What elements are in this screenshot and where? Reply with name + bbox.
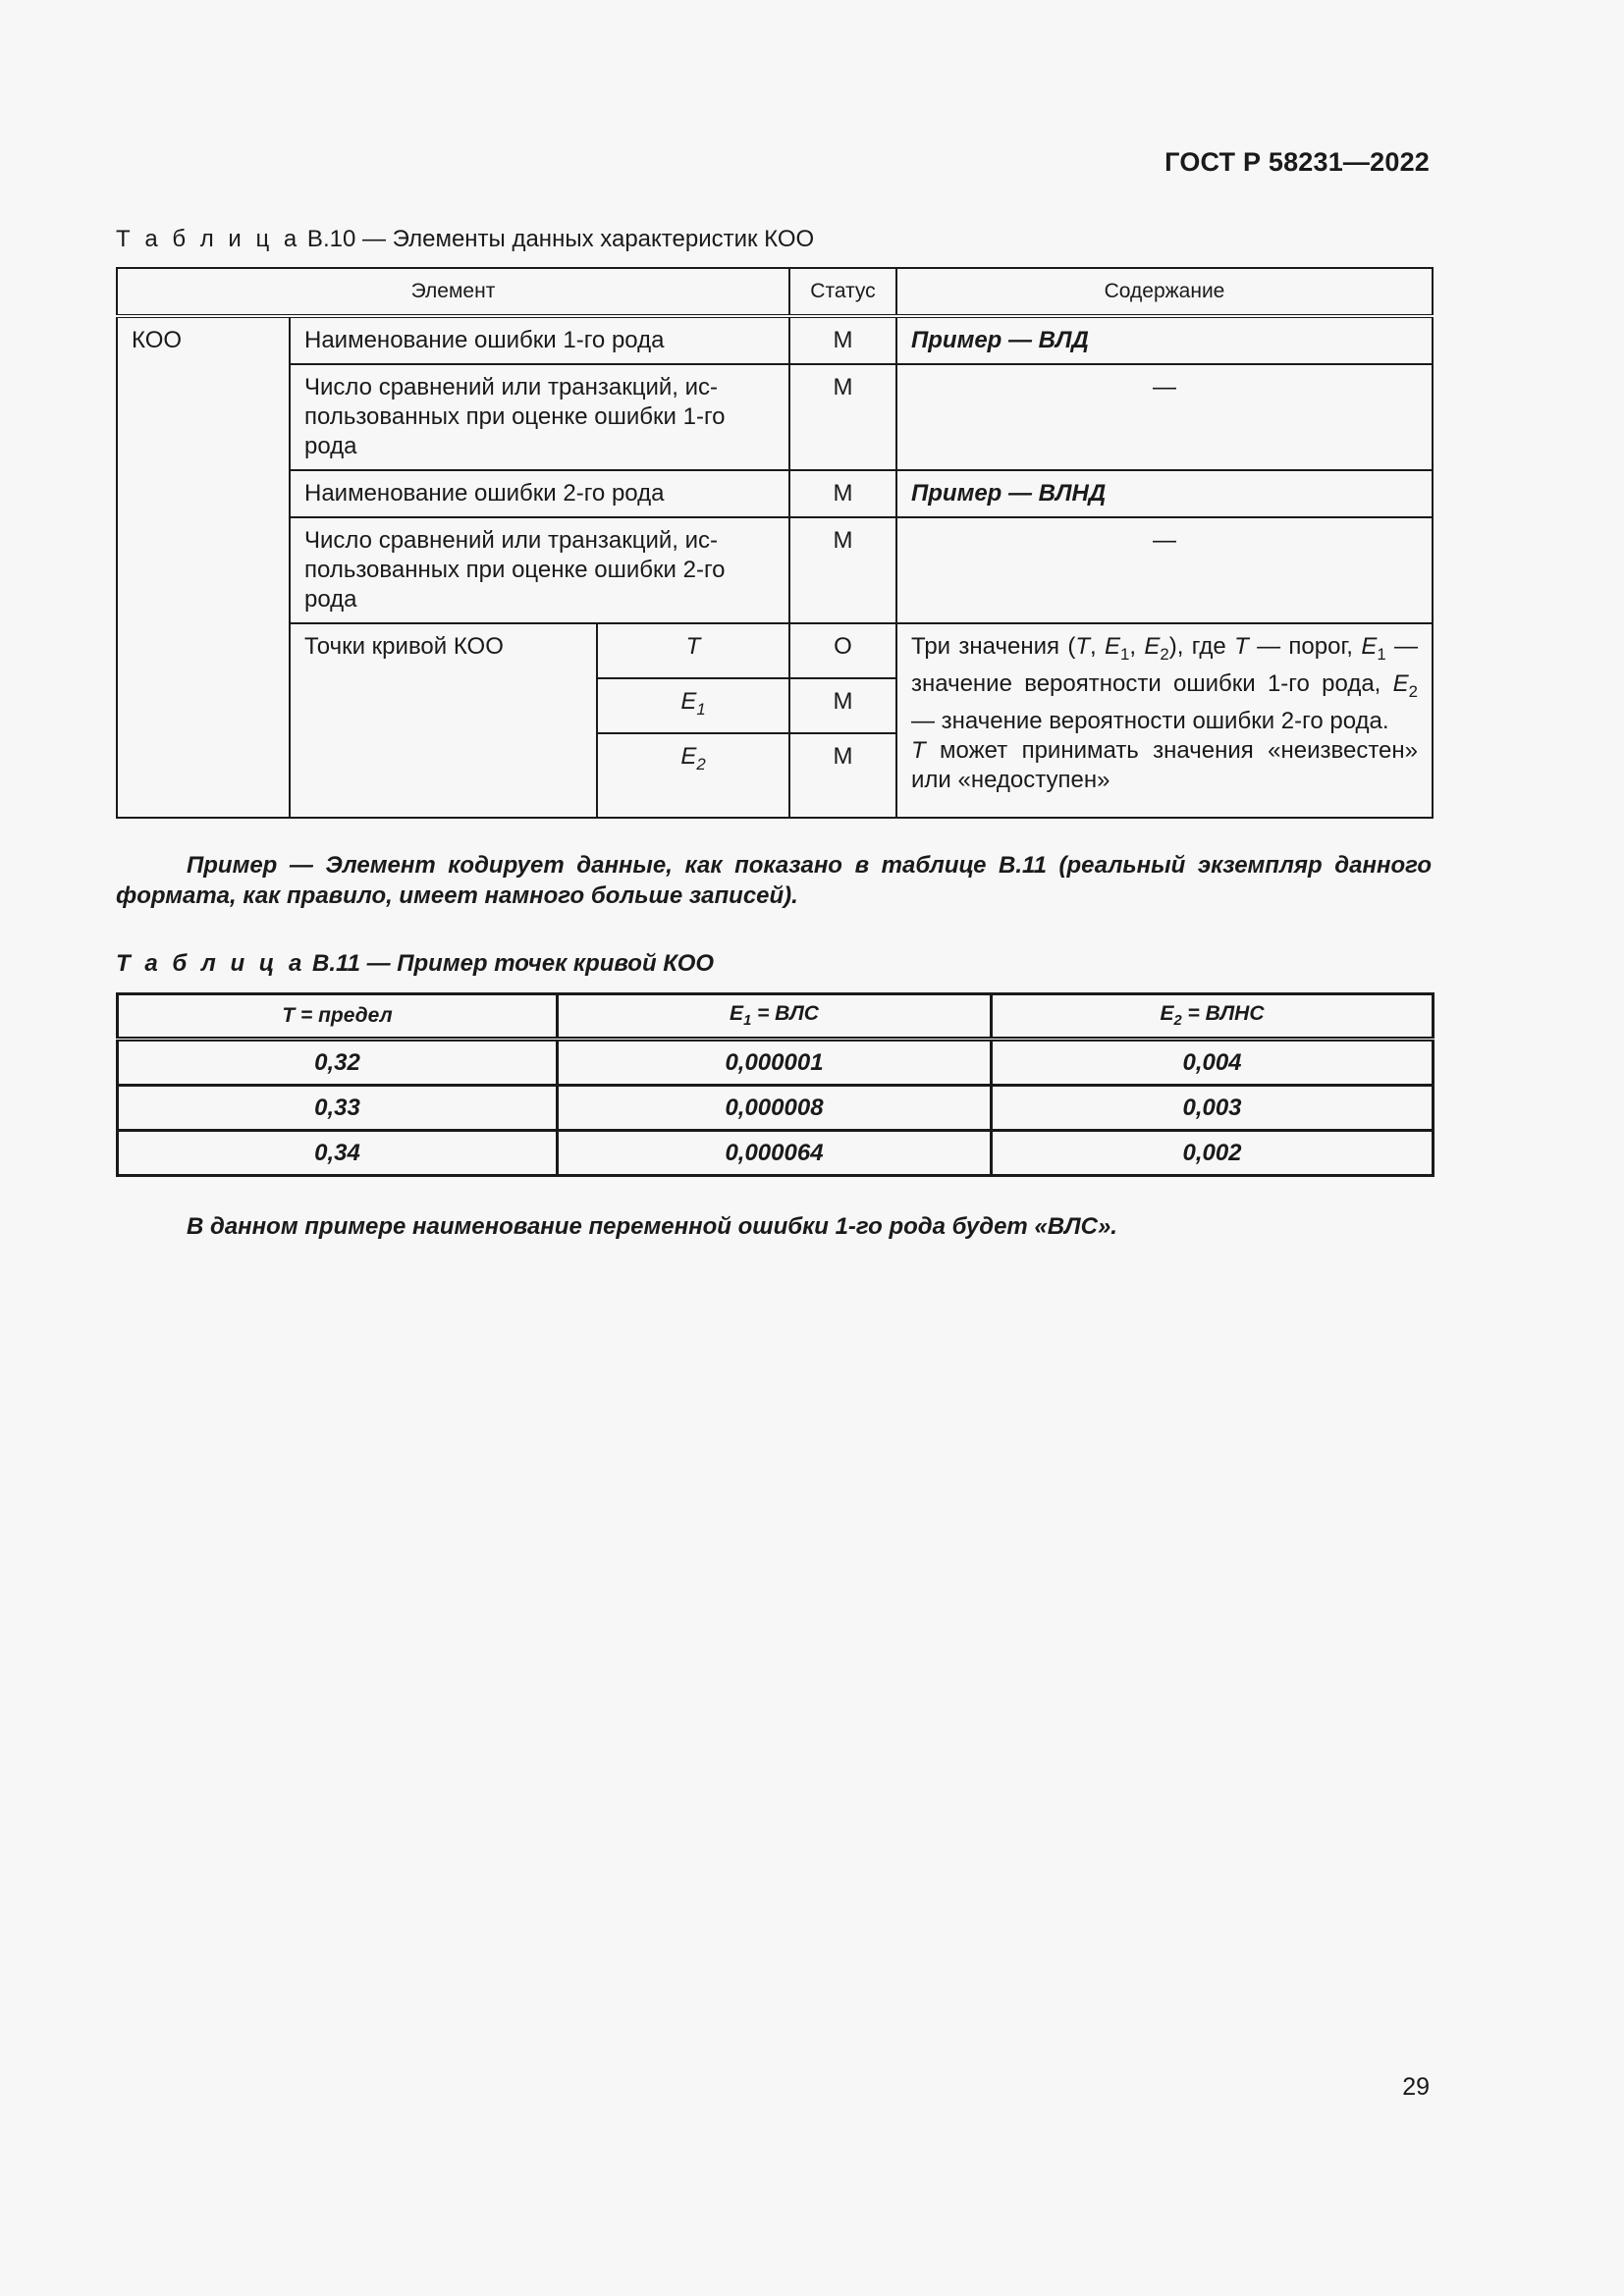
header-e2: $E_2$ = ВЛНС xyxy=(992,994,1434,1040)
example-note: Пример — Элемент кодирует данные, как показано в таблице В.11 (реальный экземпляр данного формата, как правило, имеет намного больше записей). xyxy=(116,852,1432,909)
curve-points-label: Точки кривой КОО xyxy=(290,623,597,818)
table-row xyxy=(117,623,1433,678)
header-status: Статус xyxy=(789,268,896,316)
table-cell: 0,33 xyxy=(118,1086,558,1131)
table-cell: 0,34 xyxy=(118,1131,558,1176)
content-cell: — xyxy=(896,364,1433,470)
characteristics-table xyxy=(116,267,1434,819)
content-cell: — xyxy=(896,517,1433,623)
status-cell: М xyxy=(789,678,896,733)
table-caption-prefix: Т а б л и ц а xyxy=(116,950,306,977)
status-cell: О xyxy=(789,623,896,678)
table-row xyxy=(118,1131,1434,1176)
header-threshold: T = предел xyxy=(118,994,558,1040)
header-e1: $E_1$ = ВЛС xyxy=(558,994,992,1040)
table-cell: 0,003 xyxy=(992,1086,1434,1131)
table-caption-text: В.10 — Элементы данных характеристик КОО xyxy=(300,226,815,252)
status-cell: М xyxy=(789,733,896,818)
curve-var-cell: T xyxy=(597,623,789,678)
table-caption-prefix: Т а б л и ц а xyxy=(116,226,301,252)
table-caption xyxy=(116,226,814,253)
curve-var-cell: $E_2$ xyxy=(597,733,789,818)
table-caption-text: В.11 — Пример точек кривой КОО xyxy=(305,950,715,977)
content-cell: Пример — ВЛД xyxy=(896,316,1433,364)
table-cell: 0,000001 xyxy=(558,1040,992,1086)
curve-var-cell: $E_1$ xyxy=(597,678,789,733)
status-cell: М xyxy=(789,316,896,364)
element-cell: Наименование ошибки 1-го рода xyxy=(290,316,789,364)
table-cell: 0,000008 xyxy=(558,1086,992,1131)
header-element: Элемент xyxy=(117,268,789,316)
status-cell: М xyxy=(789,470,896,517)
final-note: В данном примере наименование переменной ошибки 1-го рода будет «ВЛС». xyxy=(187,1213,1117,1240)
group-label: КОО xyxy=(117,316,290,818)
table-caption xyxy=(116,950,714,978)
element-cell: Число сравнений или транзакций, ис-пользованных при оценке ошибки 2-го рода xyxy=(290,517,789,623)
page-number: 29 xyxy=(1402,2073,1430,2101)
table-header-row xyxy=(117,268,1433,316)
status-cell: М xyxy=(789,364,896,470)
table-row xyxy=(118,1040,1434,1086)
content-cell: Пример — ВЛНД xyxy=(896,470,1433,517)
table-row xyxy=(117,316,1433,364)
table-cell: 0,000064 xyxy=(558,1131,992,1176)
curve-points-table xyxy=(116,992,1435,1177)
table-row xyxy=(117,517,1433,623)
table-row xyxy=(117,470,1433,517)
table-cell: 0,004 xyxy=(992,1040,1434,1086)
status-cell: М xyxy=(789,517,896,623)
element-cell: Наименование ошибки 2-го рода xyxy=(290,470,789,517)
table-cell: 0,002 xyxy=(992,1131,1434,1176)
curve-content-cell: Три значения (T, $E_1$, $E_2$), где T — порог, $E_1$ — значение вероятности ошибки 1-го рода, $E_2$ — значение вероятности ошибки 2-го рода. T может принимать значения «неизвестен» или «недоступен» xyxy=(896,623,1433,818)
table-row xyxy=(117,364,1433,470)
document-id: ГОСТ Р 58231—2022 xyxy=(1164,147,1430,177)
element-cell: Число сравнений или транзакций, ис-пользованных при оценке ошибки 1-го рода xyxy=(290,364,789,470)
header-content: Содержание xyxy=(896,268,1433,316)
table-header-row xyxy=(118,994,1434,1040)
table-row xyxy=(118,1086,1434,1131)
table-cell: 0,32 xyxy=(118,1040,558,1086)
